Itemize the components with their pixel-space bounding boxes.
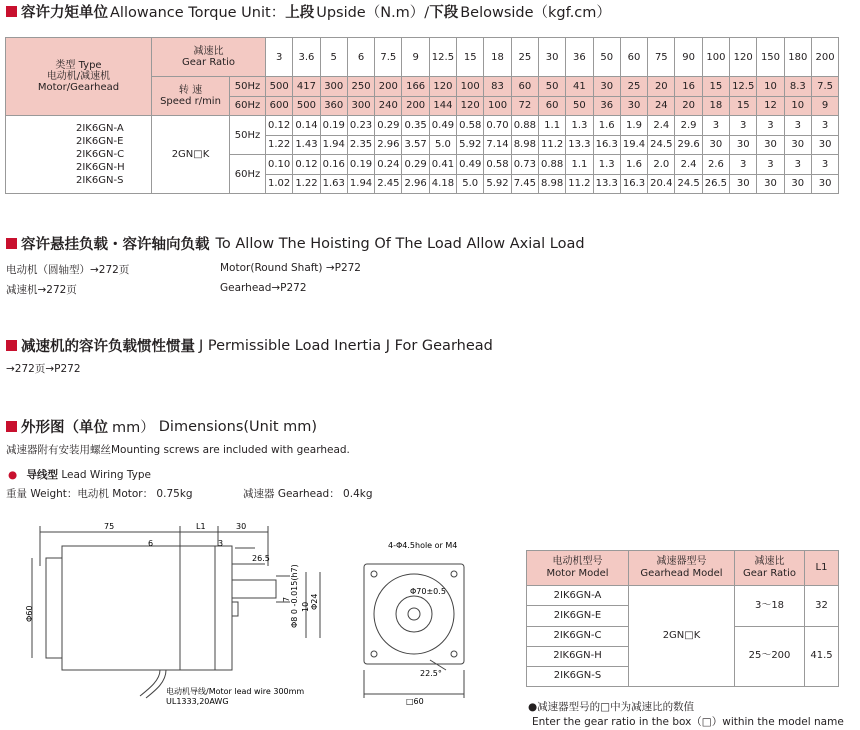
- speed-cell: 300: [347, 96, 374, 116]
- torque-cell: 5.0: [429, 135, 456, 155]
- torque-cell: 1.6: [593, 116, 620, 136]
- torque-cell: 1.63: [320, 174, 347, 194]
- gearhead-model-header: 减速器型号 Gearhead Model: [629, 551, 735, 586]
- speed-cell: 300: [320, 77, 347, 97]
- model-cell: 2IK6GN-H: [527, 646, 629, 666]
- ratio-cell: 3: [266, 38, 293, 77]
- speed-cell: 41: [566, 77, 593, 97]
- speed-cell: 200: [402, 96, 429, 116]
- torque-cell: 3: [811, 155, 838, 175]
- model-table: [526, 550, 839, 687]
- footnote-en: Enter the gear ratio in the box（□）within the model name: [532, 716, 844, 728]
- torque-cell: 4.18: [429, 174, 456, 194]
- torque-cell: 1.02: [266, 174, 293, 194]
- ratio-cell: 7.5: [375, 38, 402, 77]
- torque-cell: 0.35: [402, 116, 429, 136]
- torque-table: [5, 37, 839, 194]
- speed-cell: 18: [702, 96, 729, 116]
- l1-cell: 32: [805, 586, 839, 626]
- heading-bullet-icon: [6, 6, 17, 17]
- inertia-heading: 减速机的容许负载惯性惯量 J Permissible Load Inertia J For Gearhead: [6, 335, 493, 356]
- motor-model-header: 电动机型号 Motor Model: [527, 551, 629, 586]
- mount-screw-note: 减速器附有安装用螺丝Mounting screws are included with gearhead.: [6, 444, 350, 456]
- speed-cell: 60: [538, 96, 565, 116]
- torque-cell: 3.57: [402, 135, 429, 155]
- hz-label: 60Hz: [230, 96, 266, 116]
- torque-cell: 30: [811, 135, 838, 155]
- torque-cell: 0.12: [266, 116, 293, 136]
- hoist-gear-ref: 减速机→272页: [6, 284, 77, 296]
- torque-cell: 8.98: [538, 174, 565, 194]
- torque-cell: 0.58: [457, 116, 484, 136]
- torque-cell: 3: [702, 116, 729, 136]
- inertia-ref: →272页→P272: [6, 363, 81, 375]
- ratio-cell: 120: [730, 38, 757, 77]
- torque-cell: 0.23: [347, 116, 374, 136]
- l1-cell: 41.5: [805, 626, 839, 686]
- torque-cell: 0.73: [511, 155, 538, 175]
- speed-cell: 10: [784, 96, 811, 116]
- angle-label: 22.5°: [420, 669, 442, 678]
- heading-bullet-icon: [6, 421, 17, 432]
- ratio-cell: 18: [484, 38, 511, 77]
- model-list: 2IK6GN-A 2IK6GN-E 2IK6GN-C 2IK6GN-H 2IK6GN-S: [6, 116, 152, 194]
- speed-cell: 10: [757, 77, 784, 97]
- ratio-cell: 15: [457, 38, 484, 77]
- torque-cell: 0.49: [429, 116, 456, 136]
- speed-cell: 144: [429, 96, 456, 116]
- speed-cell: 8.3: [784, 77, 811, 97]
- speed-cell: 83: [484, 77, 511, 97]
- gear-ratio-header: 减速比 Gear Ratio: [152, 38, 266, 77]
- ratio-cell: 9: [402, 38, 429, 77]
- torque-cell: 16.3: [593, 135, 620, 155]
- model-cell: 2IK6GN-A: [527, 586, 629, 606]
- ratio-cell: 75: [648, 38, 675, 77]
- sq60-label: □60: [406, 697, 424, 706]
- motor-weight: 重量 Weight：电动机 Motor： 0.75kg: [6, 488, 193, 500]
- speed-cell: 60: [511, 77, 538, 97]
- torque-cell: 5.0: [457, 174, 484, 194]
- torque-cell: 0.16: [320, 155, 347, 175]
- torque-cell: 5.92: [484, 174, 511, 194]
- side-view-drawing: [20, 518, 340, 710]
- torque-cell: 2.6: [702, 155, 729, 175]
- torque-cell: 20.4: [648, 174, 675, 194]
- hz-label: 50Hz: [230, 116, 266, 155]
- torque-cell: 26.5: [702, 174, 729, 194]
- ratio-cell: 3～18: [735, 586, 805, 626]
- ratio-cell: 50: [593, 38, 620, 77]
- wiring-type: ● 导线型 Lead Wiring Type: [8, 469, 151, 481]
- torque-cell: 0.10: [266, 155, 293, 175]
- speed-cell: 9: [811, 96, 838, 116]
- torque-cell: 0.41: [429, 155, 456, 175]
- speed-cell: 25: [620, 77, 647, 97]
- torque-cell: 2.96: [375, 135, 402, 155]
- torque-cell: 3: [784, 155, 811, 175]
- torque-cell: 1.22: [293, 174, 320, 194]
- torque-cell: 3: [730, 116, 757, 136]
- torque-cell: 0.14: [293, 116, 320, 136]
- ratio-cell: 5: [320, 38, 347, 77]
- torque-cell: 0.88: [538, 155, 565, 175]
- torque-cell: 1.3: [566, 116, 593, 136]
- ratio-cell: 200: [811, 38, 838, 77]
- torque-cell: 1.94: [320, 135, 347, 155]
- ratio-cell: 180: [784, 38, 811, 77]
- speed-cell: 200: [375, 77, 402, 97]
- torque-cell: 3: [757, 116, 784, 136]
- bullet-icon: ●: [8, 469, 18, 481]
- dim-26-5-label: 26.5: [252, 554, 270, 563]
- torque-cell: 30: [811, 174, 838, 194]
- torque-cell: 3: [730, 155, 757, 175]
- torque-cell: 3: [811, 116, 838, 136]
- torque-cell: 29.6: [675, 135, 702, 155]
- torque-cell: 19.4: [620, 135, 647, 155]
- dim-7-label: 7: [282, 596, 291, 602]
- torque-cell: 30: [702, 135, 729, 155]
- hoist-motor-ref: 电动机（圆轴型）→272页: [6, 264, 130, 276]
- heading-bullet-icon: [6, 238, 17, 249]
- ratio-cell: 25～200: [735, 626, 805, 686]
- front-view-drawing: [350, 530, 480, 710]
- torque-cell: 5.92: [457, 135, 484, 155]
- dim-75-label: 75: [104, 522, 115, 531]
- torque-cell: 7.14: [484, 135, 511, 155]
- torque-cell: 13.3: [593, 174, 620, 194]
- torque-cell: 30: [784, 174, 811, 194]
- torque-cell: 3: [757, 155, 784, 175]
- torque-cell: 0.49: [457, 155, 484, 175]
- speed-cell: 50: [538, 77, 565, 97]
- torque-cell: 1.22: [266, 135, 293, 155]
- torque-cell: 0.88: [511, 116, 538, 136]
- torque-cell: 30: [784, 135, 811, 155]
- ratio-cell: 25: [511, 38, 538, 77]
- speed-cell: 120: [457, 96, 484, 116]
- speed-cell: 100: [457, 77, 484, 97]
- torque-cell: 0.19: [347, 155, 374, 175]
- l1-header: L1: [805, 551, 839, 586]
- speed-cell: 72: [511, 96, 538, 116]
- torque-cell: 2.0: [648, 155, 675, 175]
- hoist-motor-ref-en: Motor(Round Shaft) →P272: [220, 262, 361, 274]
- torque-cell: 1.6: [620, 155, 647, 175]
- dims-heading: 外形图（单位 mm） Dimensions(Unit mm): [6, 416, 317, 437]
- hz-label: 60Hz: [230, 155, 266, 194]
- torque-cell: 0.12: [293, 155, 320, 175]
- torque-cell: 2.9: [675, 116, 702, 136]
- torque-cell: 0.70: [484, 116, 511, 136]
- dim-10-label: 10: [301, 601, 310, 612]
- ratio-cell: 3.6: [293, 38, 320, 77]
- ratio-cell: 90: [675, 38, 702, 77]
- hoist-heading: 容许悬挂负载・容许轴向负载 To Allow The Hoisting Of The Load Allow Axial Load: [6, 233, 585, 254]
- footnote-zh: ●减速器型号的□中为减速比的数值: [528, 701, 695, 713]
- ratio-cell: 100: [702, 38, 729, 77]
- holes-label: 4-Φ4.5hole or M4: [388, 541, 458, 550]
- speed-cell: 250: [347, 77, 374, 97]
- ratio-cell: 60: [620, 38, 647, 77]
- speed-cell: 100: [484, 96, 511, 116]
- speed-cell: 15: [702, 77, 729, 97]
- torque-cell: 30: [730, 174, 757, 194]
- model-cell: 2IK6GN-E: [527, 606, 629, 626]
- model-cell: 2IK6GN-C: [527, 626, 629, 646]
- ratio-cell: 6: [347, 38, 374, 77]
- torque-cell: 2.96: [402, 174, 429, 194]
- torque-cell: 2.4: [675, 155, 702, 175]
- speed-cell: 20: [648, 77, 675, 97]
- torque-cell: 0.29: [402, 155, 429, 175]
- speed-cell: 30: [620, 96, 647, 116]
- gear-ratio-header: 减速比 Gear Ratio: [735, 551, 805, 586]
- torque-cell: 1.1: [538, 116, 565, 136]
- phi24-label: Φ24: [310, 593, 319, 610]
- speed-cell: 166: [402, 77, 429, 97]
- dim-l1-label: L1: [196, 522, 206, 531]
- torque-cell: 2.45: [375, 174, 402, 194]
- phi60-label: Φ60: [25, 605, 34, 622]
- speed-cell: 600: [266, 96, 293, 116]
- dim-30-label: 30: [236, 522, 247, 531]
- torque-cell: 0.29: [375, 116, 402, 136]
- torque-cell: 0.24: [375, 155, 402, 175]
- torque-cell: 7.45: [511, 174, 538, 194]
- torque-cell: 13.3: [566, 135, 593, 155]
- speed-cell: 24: [648, 96, 675, 116]
- torque-heading: 容许力矩单位 Allowance Torque Unit： 上段 Upside（N.m）/ 下段 Belowside（kgf.cm）: [6, 1, 611, 22]
- gear-weight: 减速器 Gearhead： 0.4kg: [243, 488, 373, 500]
- torque-cell: 24.5: [675, 174, 702, 194]
- speed-cell: 15: [730, 96, 757, 116]
- hoist-gear-ref-en: Gearhead→P272: [220, 282, 307, 294]
- torque-cell: 16.3: [620, 174, 647, 194]
- speed-cell: 240: [375, 96, 402, 116]
- speed-cell: 50: [566, 96, 593, 116]
- speed-cell: 7.5: [811, 77, 838, 97]
- gearhead-cell: 2GN□K: [629, 586, 735, 687]
- hz-label: 50Hz: [230, 77, 266, 97]
- ratio-cell: 30: [538, 38, 565, 77]
- torque-cell: 8.98: [511, 135, 538, 155]
- torque-cell: 1.9: [620, 116, 647, 136]
- ratio-cell: 150: [757, 38, 784, 77]
- torque-cell: 30: [730, 135, 757, 155]
- ratio-cell: 12.5: [429, 38, 456, 77]
- speed-cell: 30: [593, 77, 620, 97]
- speed-cell: 36: [593, 96, 620, 116]
- ratio-cell: 36: [566, 38, 593, 77]
- torque-cell: 30: [757, 135, 784, 155]
- torque-cell: 24.5: [648, 135, 675, 155]
- speed-cell: 360: [320, 96, 347, 116]
- torque-cell: 0.58: [484, 155, 511, 175]
- torque-cell: 0.19: [320, 116, 347, 136]
- lead-wire-label: 电动机导线/Motor lead wire 300mm: [166, 687, 305, 696]
- speed-cell: 120: [429, 77, 456, 97]
- model-cell: 2IK6GN-S: [527, 666, 629, 686]
- torque-cell: 1.3: [593, 155, 620, 175]
- speed-cell: 417: [293, 77, 320, 97]
- torque-cell: 1.43: [293, 135, 320, 155]
- speed-header: 转 速 Speed r/min: [152, 77, 230, 116]
- torque-cell: 1.94: [347, 174, 374, 194]
- shaft-dia-label: Φ8 0 -0.015(h7): [290, 564, 299, 628]
- phi70-label: Φ70±0.5: [410, 587, 446, 596]
- torque-cell: 3: [784, 116, 811, 136]
- torque-cell: 2.4: [648, 116, 675, 136]
- speed-cell: 500: [293, 96, 320, 116]
- dim-6-label: 6: [148, 539, 154, 548]
- torque-cell: 11.2: [538, 135, 565, 155]
- torque-cell: 11.2: [566, 174, 593, 194]
- speed-cell: 500: [266, 77, 293, 97]
- torque-cell: 1.1: [566, 155, 593, 175]
- speed-cell: 20: [675, 96, 702, 116]
- speed-cell: 12: [757, 96, 784, 116]
- torque-cell: 2.35: [347, 135, 374, 155]
- speed-cell: 12.5: [730, 77, 757, 97]
- torque-cell: 30: [757, 174, 784, 194]
- heading-bullet-icon: [6, 340, 17, 351]
- model-header-cell: 类型 Type 电动机/减速机 Motor/Gearhead: [6, 38, 152, 116]
- gearhead-cell: 2GN□K: [152, 116, 230, 194]
- awg-label: UL1333,20AWG: [166, 697, 229, 706]
- dim-3-label: 3: [218, 539, 224, 548]
- speed-cell: 16: [675, 77, 702, 97]
